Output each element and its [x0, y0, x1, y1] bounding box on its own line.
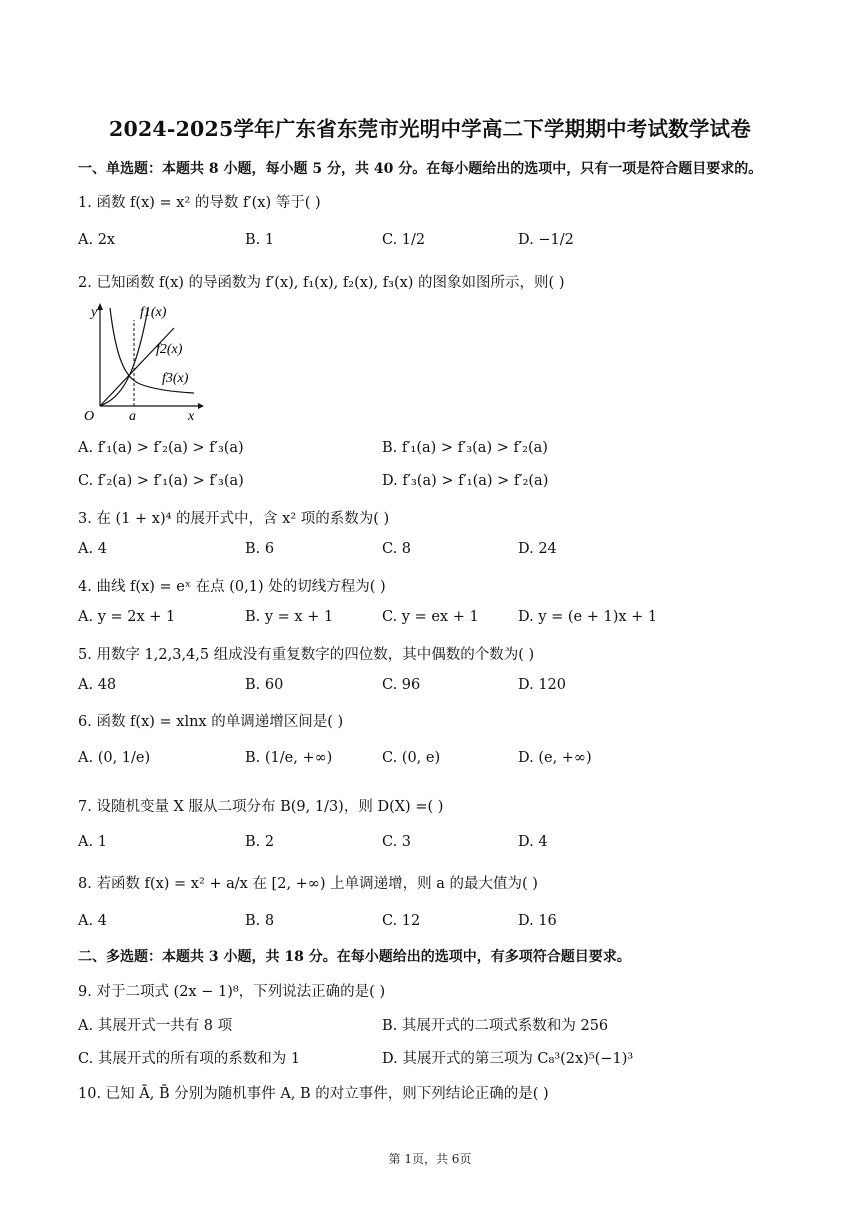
- q6-option-d: D. (e, +∞): [518, 750, 592, 766]
- q9-option-b: B. 其展开式的二项式系数和为 256: [382, 1018, 609, 1034]
- question-10: 10. 已知 Ā, B̄ 分别为随机事件 A, B 的对立事件，则下列结论正确的是( ): [78, 1086, 549, 1102]
- page-footer: 第 1页，共 6页: [388, 1152, 472, 1166]
- q1-option-a: A. 2x: [78, 232, 116, 248]
- x-axis-label: x: [188, 409, 195, 423]
- q7-option-c: C. 3: [382, 834, 412, 850]
- question-6: 6. 函数 f(x) = xlnx 的单调递增区间是( ): [78, 714, 344, 730]
- question-4: 4. 曲线 f(x) = eˣ 在点 (0,1) 处的切线方程为( ): [78, 579, 386, 595]
- question-2: 2. 已知函数 f(x) 的导函数为 f′(x), f₁(x), f₂(x), f₃(x) 的图象如图所示，则( ): [78, 275, 565, 291]
- q8-option-d: D. 16: [518, 913, 557, 929]
- section-single-choice: 一、单选题：本题共 8 小题，每小题 5 分，共 40 分。在每小题给出的选项中，只有一项是符合题目要求的。: [78, 161, 763, 177]
- q8-option-c: C. 12: [382, 913, 421, 929]
- q2-option-a: A. f′₁(a) > f′₂(a) > f′₃(a): [78, 440, 244, 456]
- question-8: 8. 若函数 f(x) = x² + a/x 在 [2, +∞) 上单调递增，则 a 的最大值为( ): [78, 876, 538, 892]
- q2-option-c: C. f′₂(a) > f′₁(a) > f′₃(a): [78, 473, 244, 489]
- q3-option-c: C. 8: [382, 541, 412, 557]
- q9-option-d: D. 其展开式的第三项为 C₈³(2x)⁵(−1)³: [382, 1051, 634, 1067]
- q1-option-d: D. −1/2: [518, 232, 574, 248]
- q4-option-d: D. y = (e + 1)x + 1: [518, 609, 658, 625]
- q6-option-b: B. (1/e, +∞): [245, 750, 333, 766]
- question-3: 3. 在 (1 + x)⁴ 的展开式中，含 x² 项的系数为( ): [78, 511, 390, 527]
- q4-option-a: A. y = 2x + 1: [78, 609, 176, 625]
- question-5: 5. 用数字 1,2,3,4,5 组成没有重复数字的四位数，其中偶数的个数为( ): [78, 647, 535, 663]
- f3-label: f3(x): [162, 371, 189, 386]
- q6-option-c: C. (0, e): [382, 750, 441, 766]
- derivative-graph-figure: [70, 298, 210, 423]
- q7-option-b: B. 2: [245, 834, 275, 850]
- q5-option-d: D. 120: [518, 677, 567, 693]
- question-7: 7. 设随机变量 X 服从二项分布 B(9, 1/3)，则 D(X) =( ): [78, 799, 444, 815]
- q1-option-b: B. 1: [245, 232, 275, 248]
- section-multiple-choice: 二、多选题：本题共 3 小题，共 18 分。在每小题给出的选项中，有多项符合题目要求。: [78, 949, 631, 965]
- page-title: 2024-2025学年广东省东莞市光明中学高二下学期期中考试数学试卷: [109, 117, 751, 141]
- q7-option-a: A. 1: [78, 834, 107, 850]
- q7-option-d: D. 4: [518, 834, 548, 850]
- origin-label: O: [84, 409, 95, 423]
- question-1: 1. 函数 f(x) = x² 的导数 f′(x) 等于( ): [78, 195, 321, 211]
- q3-option-d: D. 24: [518, 541, 557, 557]
- q3-option-b: B. 6: [245, 541, 275, 557]
- q2-option-b: B. f′₁(a) > f′₃(a) > f′₂(a): [382, 440, 548, 456]
- q3-option-a: A. 4: [78, 541, 107, 557]
- q2-option-d: D. f′₃(a) > f′₁(a) > f′₂(a): [382, 473, 549, 489]
- q4-option-c: C. y = ex + 1: [382, 609, 479, 625]
- q5-option-b: B. 60: [245, 677, 284, 693]
- question-9: 9. 对于二项式 (2x − 1)⁸，下列说法正确的是( ): [78, 984, 386, 1000]
- q5-option-a: A. 48: [78, 677, 117, 693]
- q6-option-a: A. (0, 1/e): [78, 750, 151, 766]
- point-a-label: a: [129, 409, 136, 423]
- q1-option-c: C. 1/2: [382, 232, 426, 248]
- q8-option-a: A. 4: [78, 913, 107, 929]
- q4-option-b: B. y = x + 1: [245, 609, 334, 625]
- q9-option-c: C. 其展开式的所有项的系数和为 1: [78, 1051, 301, 1067]
- q5-option-c: C. 96: [382, 677, 421, 693]
- q8-option-b: B. 8: [245, 913, 275, 929]
- f2-label: f2(x): [156, 342, 183, 357]
- q9-option-a: A. 其展开式一共有 8 项: [78, 1018, 233, 1034]
- y-axis-label: y: [91, 305, 98, 320]
- f1-label: f1(x): [140, 305, 167, 320]
